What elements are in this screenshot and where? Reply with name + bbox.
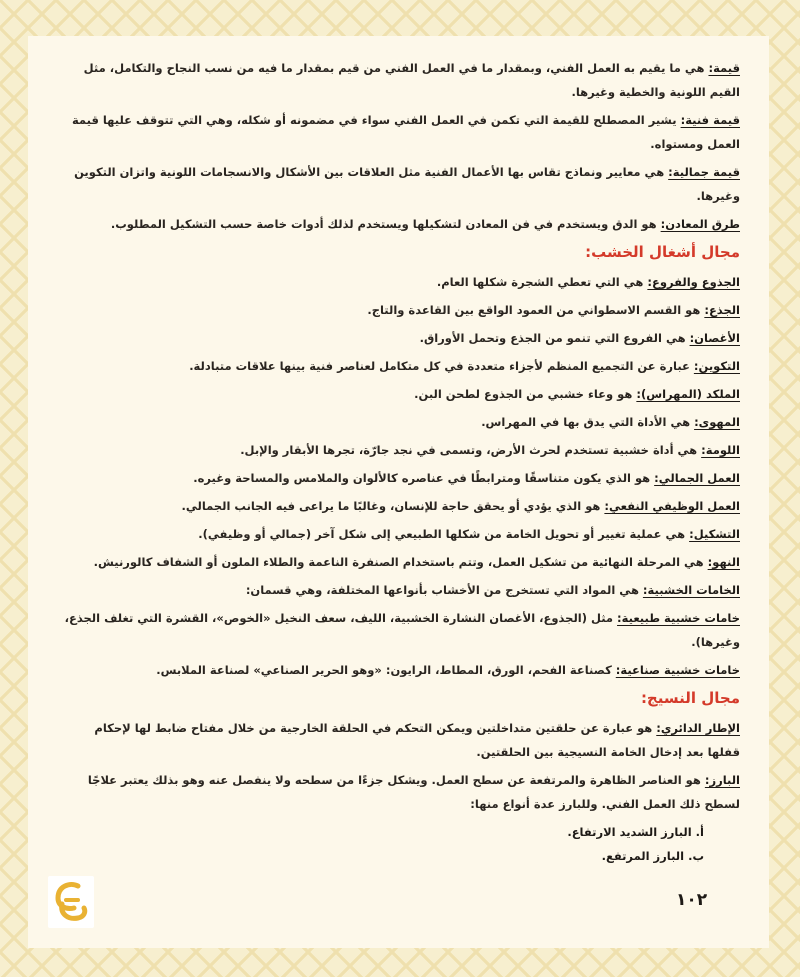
entry-definition: مثل (الجذوع، الأغصان النشارة الخشبية، الليف، سعف النخيل «الخوص»، القشرة التي تغلف الجذع، وغيرها). bbox=[64, 611, 740, 649]
glossary-entry bbox=[60, 160, 740, 208]
entry-term: البارز: bbox=[704, 773, 740, 787]
entry-definition: هو العناصر الظاهرة والمرتفعة عن سطح العمل. ويشكل جزءًا من سطحه ولا ينفصل عنه وهو بذلك يعتبر علاجًا لسطح ذلك العمل الفني. وللبارز عدة أنواع منها: bbox=[87, 773, 740, 811]
entry-term: اللومة: bbox=[701, 443, 740, 457]
glossary-entry bbox=[60, 438, 740, 462]
entry-term: المهوى: bbox=[694, 415, 740, 429]
glossary-entry bbox=[60, 108, 740, 156]
entry-term: التشكيل: bbox=[689, 527, 740, 541]
entry-term: الإطار الدائري: bbox=[656, 721, 740, 735]
entry-term: النهو: bbox=[707, 555, 740, 569]
glossary-entry bbox=[60, 56, 740, 104]
entry-definition: هي ما يقيم به العمل الفني، وبمقدار ما في العمل الفني من قيم بمقدار ما فيه من نسب النجاح والتكامل، مثل القيم اللونية والخطية وغيرها. bbox=[83, 61, 740, 99]
entry-definition: هي الأداة التي يدق بها في المهراس. bbox=[481, 415, 695, 429]
entry-term: خامات خشبية صناعية: bbox=[615, 663, 740, 677]
entry-term: قيمة جمالية: bbox=[668, 165, 740, 179]
glossary-entry bbox=[60, 466, 740, 490]
entry-definition: يشير المصطلح للقيمة التي تكمن في العمل الفني سواء في مضمونه أو شكله، وهي التي تتوقف عليها قيمة العمل ومستواه. bbox=[71, 113, 740, 151]
entry-term: قيمة: bbox=[708, 61, 740, 75]
entry-definition: كصناعة الفحم، الورق، المطاط، الرايون: «وهو الحرير الصناعي» لصناعة الملابس. bbox=[156, 663, 616, 677]
entry-definition: هي عملية تغيير أو تحويل الخامة من شكلها الطبيعي إلى شكل آخر (جمالي أو وظيفي). bbox=[198, 527, 690, 541]
entry-definition: عبارة عن التجميع المنظم لأجزاء متعددة في كل متكامل لعناصر فنية بينها علاقات متبادلة. bbox=[189, 359, 694, 373]
entry-term: العمل الجمالي: bbox=[654, 471, 740, 485]
glossary-entry bbox=[60, 270, 740, 294]
entry-definition: هي التي تعطي الشجرة شكلها العام. bbox=[436, 275, 648, 289]
entry-definition: هو عبارة عن حلقتين متداخلتين ويمكن التحكم في الحلقة الخارجية من خلال مفتاح ضابط لها لإحكام قفلها بعد إدخال الخامة النسيجية بين الحلقتين. bbox=[94, 721, 740, 759]
entry-term: الجذع: bbox=[704, 303, 740, 317]
glossary-entry bbox=[60, 658, 740, 682]
glossary-entry bbox=[60, 716, 740, 764]
glossary-entry bbox=[60, 494, 740, 518]
entry-term: الخامات الخشبية: bbox=[642, 583, 740, 597]
entry-term: قيمة فنية: bbox=[680, 113, 740, 127]
page-number: ١٠٢ bbox=[676, 890, 708, 910]
glossary-entry bbox=[60, 578, 740, 602]
section-heading-weaving: مجال النسيج: bbox=[640, 689, 740, 707]
entry-definition: هي المواد التي تستخرج من الأخشاب بأنواعها المختلفة، وهي قسمان: bbox=[245, 583, 643, 597]
sub-item: ب. البارز المرتفع. bbox=[601, 849, 704, 863]
glossary-entry bbox=[60, 768, 740, 816]
glossary-entry bbox=[60, 410, 740, 434]
glossary-entry bbox=[60, 522, 740, 546]
glossary-entry bbox=[60, 326, 740, 350]
entry-definition: هي معايير ونماذج تقاس بها الأعمال الفنية مثل العلاقات بين الأشكال والانسجامات اللونية واتزان التكوين وغيرها. bbox=[74, 165, 740, 203]
entry-term: العمل الوظيفي النفعي: bbox=[604, 499, 740, 513]
glossary-entry bbox=[60, 382, 740, 406]
entry-definition: هي أداة خشبية تستخدم لحرث الأرض، وتسمى في نجد جارّة، تجرها الأبقار والإبل. bbox=[240, 443, 702, 457]
glossary-content bbox=[60, 56, 740, 868]
entry-term: طرق المعادن: bbox=[660, 217, 740, 231]
entry-term: الجذوع والفروع: bbox=[647, 275, 740, 289]
glossary-entry bbox=[60, 212, 740, 236]
entry-definition: هو الذي يؤدي أو يحقق حاجة للإنسان، وغالبًا ما يراعى فيه الجانب الجمالي. bbox=[181, 499, 605, 513]
entry-definition: هو وعاء خشبي من الجذوع لطحن البن. bbox=[414, 387, 637, 401]
glossary-entry bbox=[60, 354, 740, 378]
entry-term: الأغصان: bbox=[689, 331, 740, 345]
publisher-logo-icon bbox=[48, 876, 94, 928]
entry-term: خامات خشبية طبيعية: bbox=[617, 611, 740, 625]
entry-definition: هي المرحلة النهائية من تشكيل العمل، وتتم باستخدام الصنفرة الناعمة والطلاء الملون أو الشفاف كالورنيش. bbox=[93, 555, 708, 569]
sub-item: أ. البارز الشديد الارتفاع. bbox=[567, 825, 704, 839]
entry-definition: هو الذي يكون متناسقًا ومترابطًا في عناصره كالألوان والملامس والمساحة وغيره. bbox=[193, 471, 655, 485]
entry-term: الملكد (المهراس): bbox=[636, 387, 740, 401]
entry-definition: هي الفروع التي تنمو من الجذع وتحمل الأوراق. bbox=[419, 331, 690, 345]
glossary-entry bbox=[60, 606, 740, 654]
entry-definition: هو القسم الاسطواني من العمود الواقع بين القاعدة والتاج. bbox=[367, 303, 705, 317]
glossary-entry bbox=[60, 298, 740, 322]
entry-term: التكوين: bbox=[693, 359, 740, 373]
entry-definition: هو الدق ويستخدم في فن المعادن لتشكيلها ويستخدم لذلك أدوات خاصة حسب التشكيل المطلوب. bbox=[110, 217, 661, 231]
glossary-entry bbox=[60, 550, 740, 574]
section-heading-wood: مجال أشغال الخشب: bbox=[585, 243, 740, 261]
